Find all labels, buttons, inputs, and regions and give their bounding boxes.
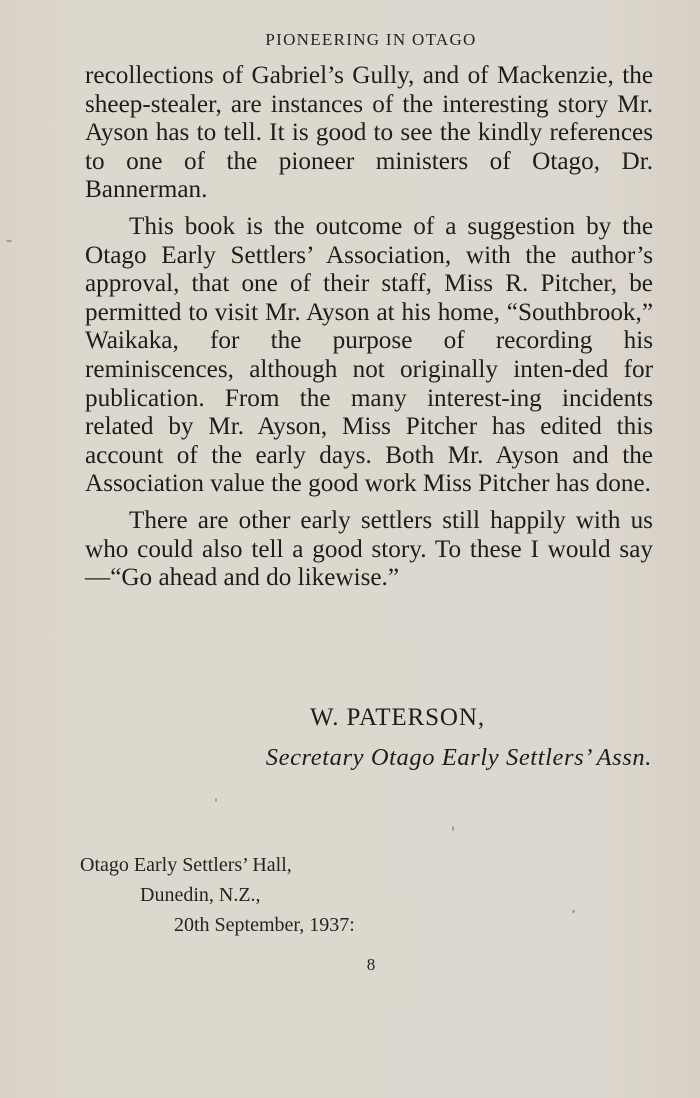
paragraph-3: There are other early settlers still happily with us who could also tell a good story. To these I would say—“Go ahead and do likewise.”	[85, 506, 653, 592]
paper-speck	[6, 240, 12, 242]
address-line-2: Dunedin, N.Z.,	[140, 884, 261, 906]
signature-title: Secretary Otago Early Settlers’ Assn.	[265, 744, 652, 771]
paragraph-1: recollections of Gabriel’s Gully, and of Mackenzie, the sheep-stealer, are instances of the interesting story Mr. Ayson has to tell. It is good to see the kindly references to one of the pioneer ministers of Otago, Dr. Bannerman.	[85, 62, 653, 204]
page-number: 8	[366, 955, 376, 974]
paper-speck	[452, 826, 454, 831]
paper-speck	[215, 798, 217, 802]
running-head: PIONEERING IN OTAGO	[265, 30, 477, 49]
address-line-1: Otago Early Settlers’ Hall,	[80, 854, 292, 876]
paper-speck	[572, 910, 575, 913]
address-line-3: 20th September, 1937:	[174, 914, 355, 936]
body-text	[85, 62, 653, 593]
paragraph-2: This book is the outcome of a suggestion by the Otago Early Settlers’ Association, with the author’s approval, that one of their staff, Miss R. Pitcher, be permitted to visit Mr. Ayson at his home, “Southbrook,” Waikaka, for the purpose of recording his reminiscences, although not originally inten-ded for publication. From the many interest-ing incidents related by Mr. Ayson, Miss Pitcher has edited this account of the early days. Both Mr. Ayson and the Association value the good work Miss Pitcher has done.	[85, 212, 653, 498]
signature-name: W. PATERSON,	[310, 704, 485, 731]
